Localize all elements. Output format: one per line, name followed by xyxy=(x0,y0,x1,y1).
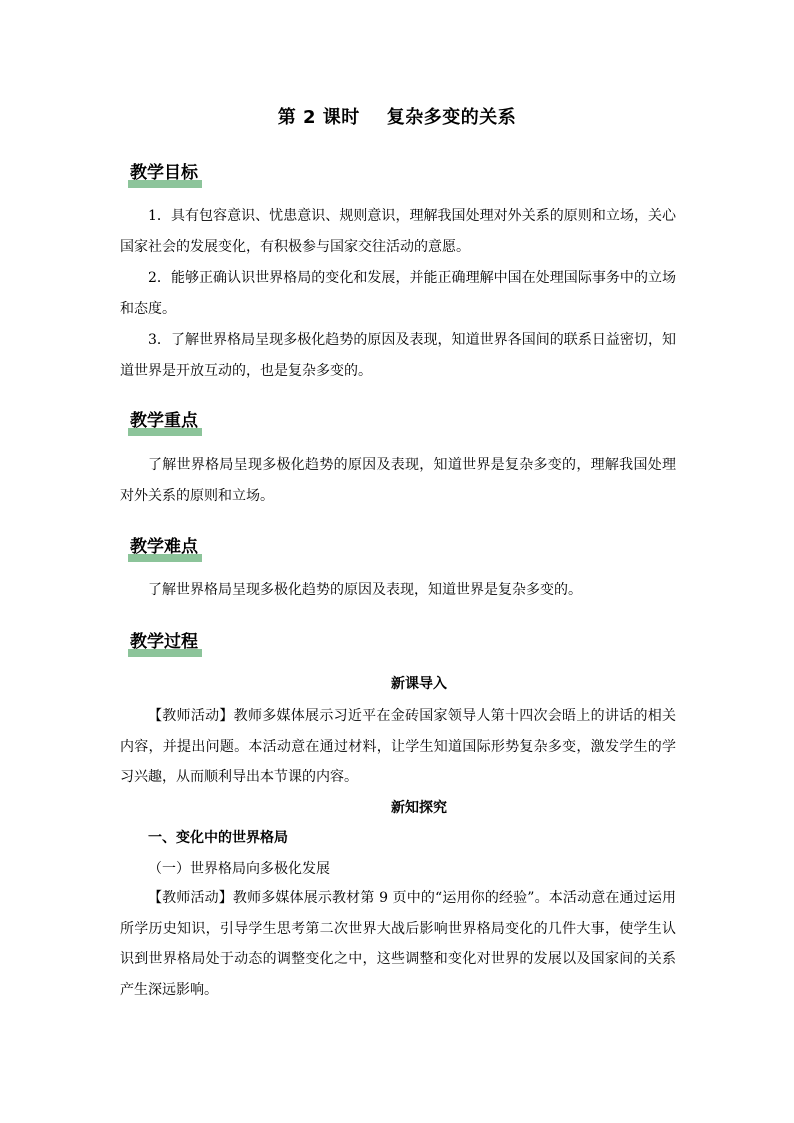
part1-text: 【教师活动】教师多媒体展示教材第 9 页中的“运用你的经验”。本活动意在通过运用所学历史知识，引导学生思考第二次世界大战后影响世界格局变化的几件大事，使学生认识到世界格局处于动态的调整变化之中，这些调整和变化对世界的发展以及国家间的关系产生深远影响。 xyxy=(120,890,676,998)
difficulties-text: 了解世界格局呈现多极化趋势的原因及表现，知道世界是复杂多变的。 xyxy=(148,582,582,598)
part1-title: 一、变化中的世界格局 xyxy=(148,830,288,846)
intro-text: 【教师活动】教师多媒体展示习近平在金砖国家领导人第十四次会晤上的讲话的相关内容，并提出问题。本活动意在通过材料，让学生知道国际形势复杂多变，激发学生的学习兴趣，从而顺利导出本节课的内容。 xyxy=(120,708,676,785)
section-heading-process: 教学过程 xyxy=(128,631,200,653)
objective-item-3: 3．了解世界格局呈现多极化趋势的原因及表现，知道世界各国间的联系日益密切，知道世界是开放互动的，也是复杂多变的。 xyxy=(120,332,676,379)
section-heading-objectives: 教学目标 xyxy=(128,162,200,184)
section-heading-key-points: 教学重点 xyxy=(128,410,200,432)
part1-subtitle: （一）世界格局向多极化发展 xyxy=(148,861,330,877)
key-points-text: 了解世界格局呈现多极化趋势的原因及表现，知道世界是复杂多变的，理解我国处理对外关系的原则和立场。 xyxy=(120,457,676,504)
page-title: 第 2 课时 复杂多变的关系 xyxy=(277,107,517,128)
objective-item-2: 2．能够正确认识世界格局的变化和发展，并能正确理解中国在处理国际事务中的立场和态度。 xyxy=(120,270,676,317)
explore-title: 新知探究 xyxy=(391,800,447,816)
section-heading-difficulties: 教学难点 xyxy=(128,536,200,558)
intro-title: 新课导入 xyxy=(391,676,447,692)
objective-item-1: 1．具有包容意识、忧患意识、规则意识，理解我国处理对外关系的原则和立场，关心国家社会的发展变化，有积极参与国家交往活动的意愿。 xyxy=(120,208,676,255)
